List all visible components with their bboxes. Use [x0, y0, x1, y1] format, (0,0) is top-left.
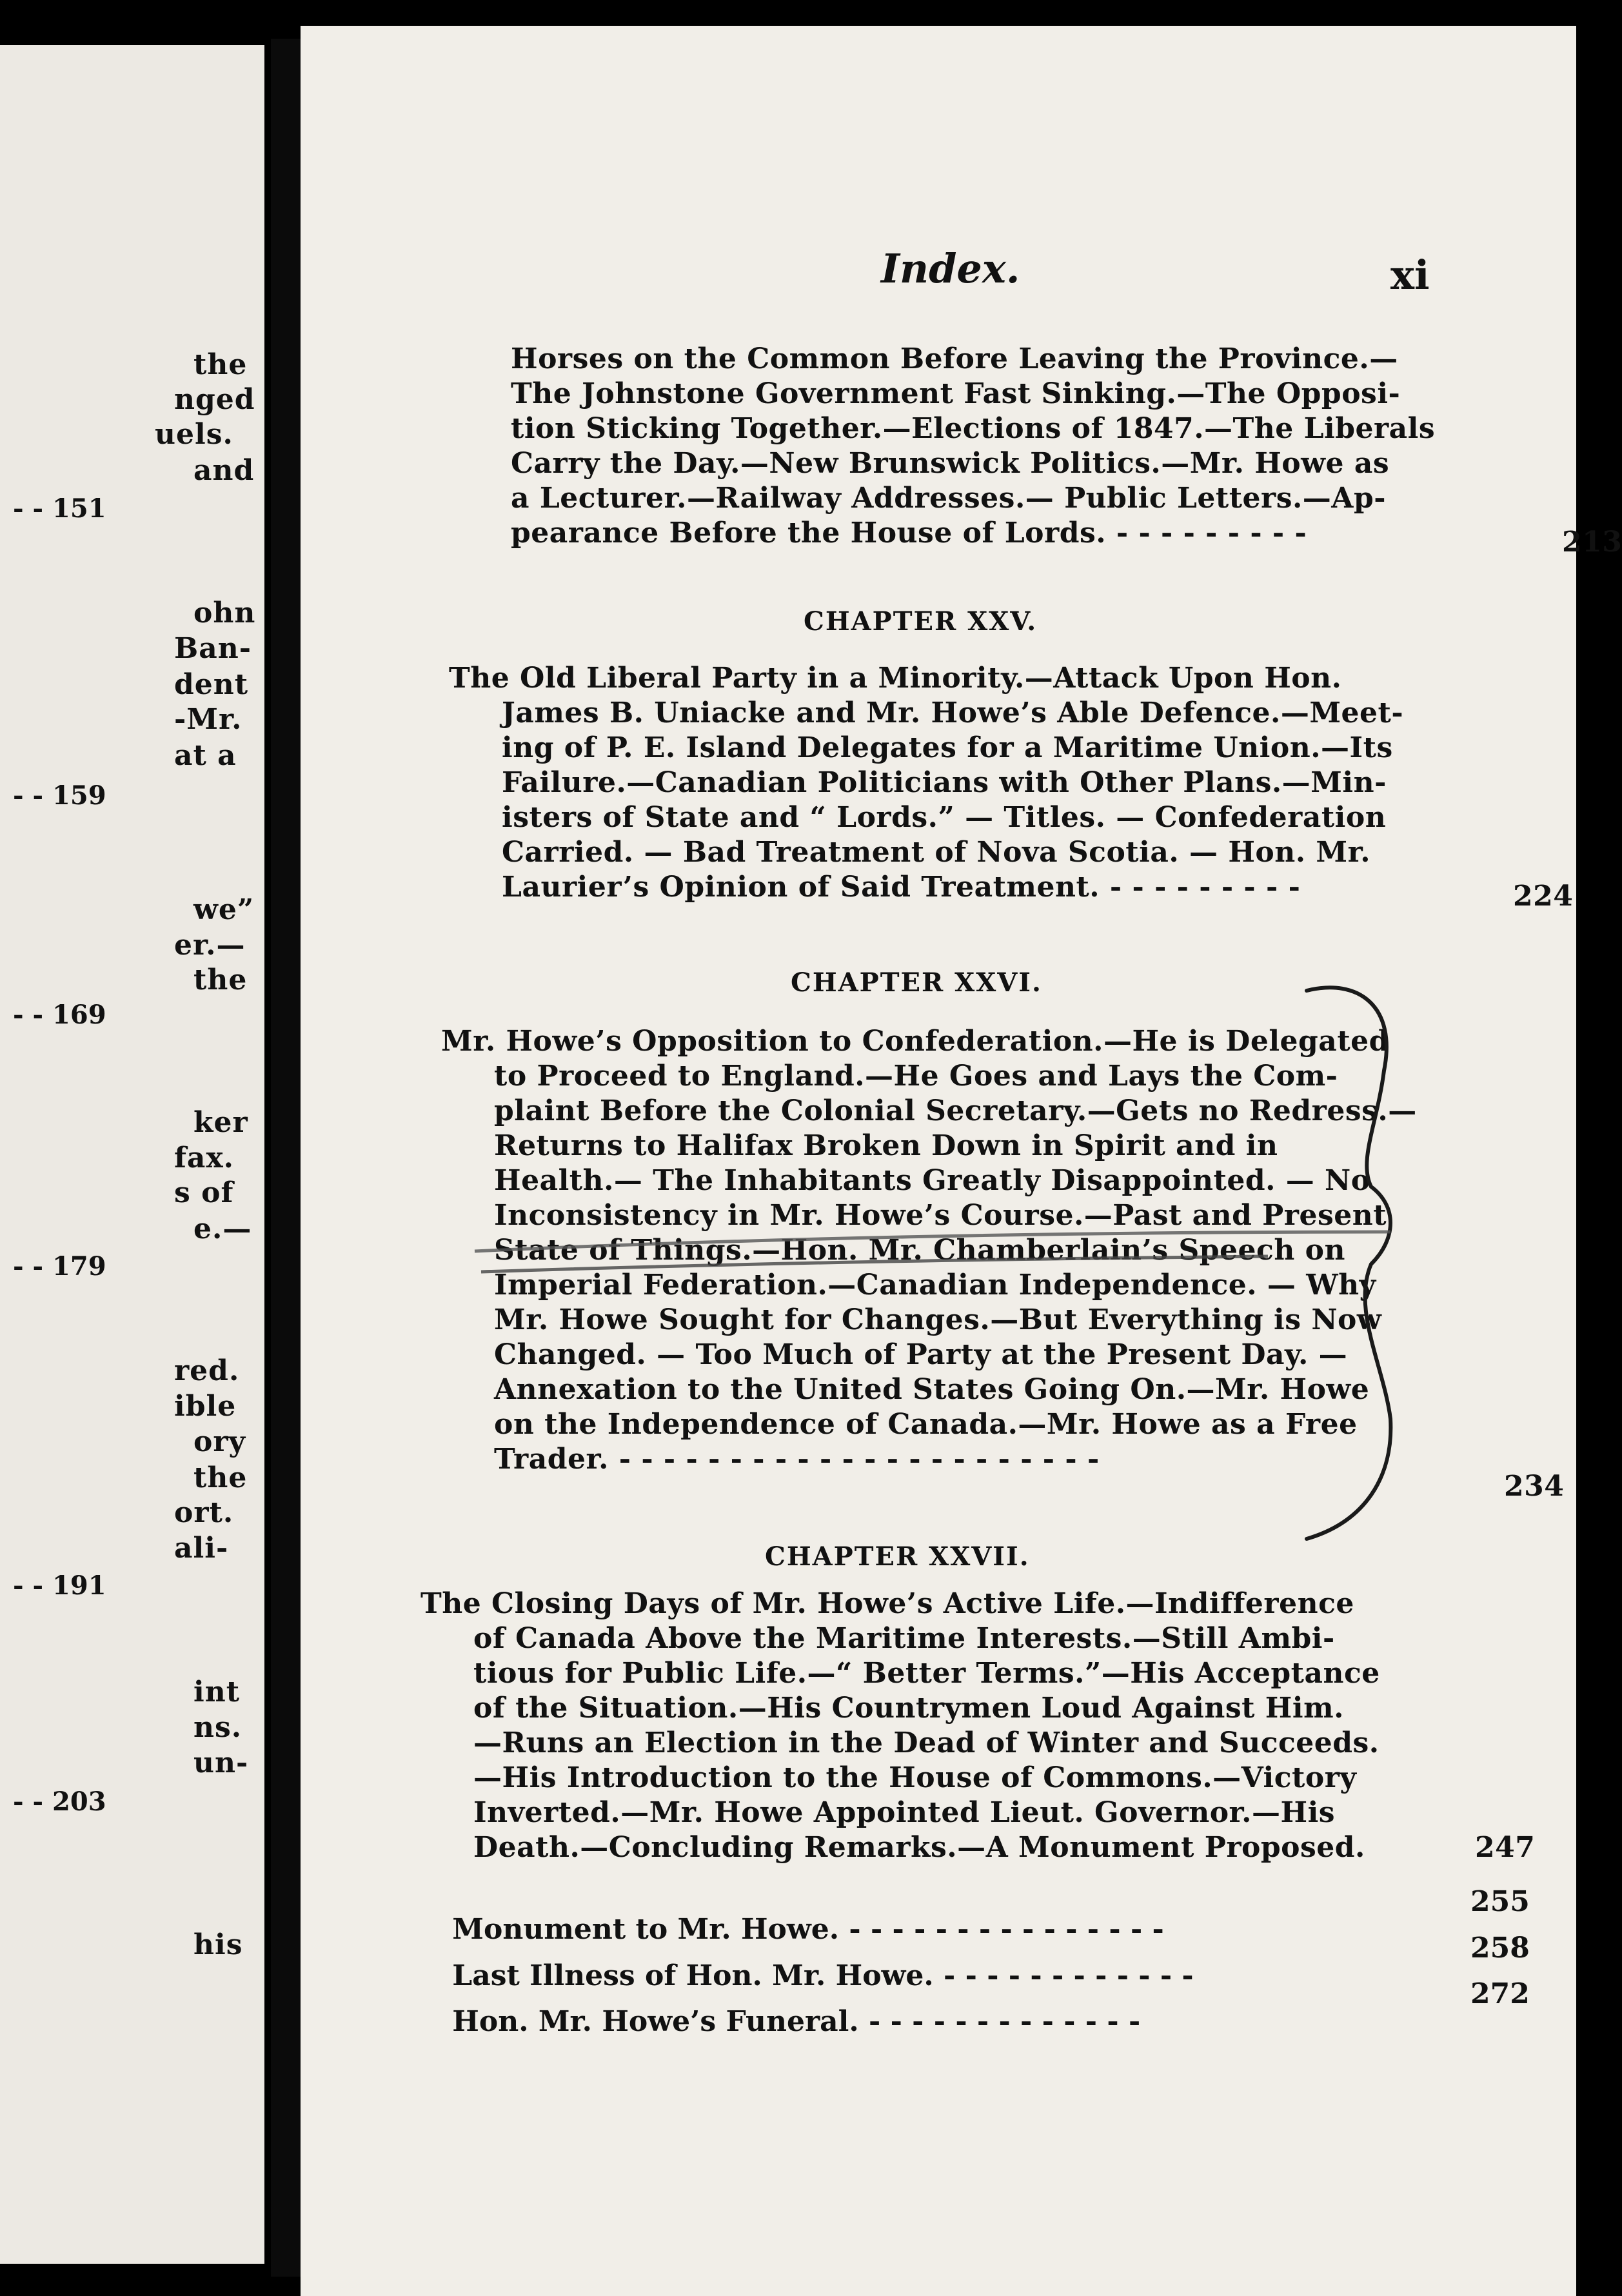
entry-line: Death.—Concluding Remarks.—A Monument Proposed. — [473, 1831, 1365, 1864]
entry-line: Mr. Howe Sought for Changes.—But Everything is Now — [494, 1303, 1382, 1336]
left-page-text-fragment: un- — [193, 1747, 249, 1779]
left-page-text-fragment: Ban- — [174, 632, 252, 665]
entry-line: a Lecturer.—Railway Addresses.— Public Letters.—Ap- — [511, 482, 1386, 515]
entry-line: Returns to Halifax Broken Down in Spirit and in — [494, 1129, 1278, 1162]
left-page-page-ref: - - 191 — [13, 1570, 106, 1601]
left-page-text-fragment: dent — [174, 668, 249, 701]
left-page-text-fragment: e.— — [193, 1212, 252, 1245]
left-page-text-fragment: red. — [174, 1354, 240, 1387]
entry-page-ref: 213 — [1562, 526, 1622, 559]
left-page-text-fragment: the — [193, 1461, 248, 1494]
entry-line: on the Independence of Canada.—Mr. Howe as a Free — [494, 1408, 1358, 1441]
chapter-heading: CHAPTER XXVII. — [765, 1541, 1030, 1572]
entry-line: tious for Public Life.—“ Better Terms.”—His Acceptance — [473, 1657, 1380, 1690]
appendix-entry-page: 255 — [1470, 1885, 1530, 1918]
entry-line: Annexation to the United States Going On.—Mr. Howe — [494, 1373, 1370, 1406]
left-page-text-fragment: ohn — [193, 597, 256, 629]
left-page-text-fragment: ory — [193, 1425, 246, 1458]
left-page-text-fragment: uels. — [155, 418, 233, 451]
entry-line: Changed. — Too Much of Party at the Present Day. — — [494, 1338, 1348, 1371]
index-page — [301, 26, 1622, 2296]
entry-line: —Runs an Election in the Dead of Winter and Succeeds. — [473, 1727, 1380, 1759]
entry-line: The Old Liberal Party in a Minority.—Attack Upon Hon. — [449, 662, 1342, 695]
page-number: xi — [1390, 252, 1430, 299]
left-page-text-fragment: int — [193, 1676, 241, 1708]
entry-line: Trader. - - - - - - - - - - - - - - - - - - - - - - — [494, 1443, 1100, 1476]
left-page-text-fragment: s of — [174, 1176, 234, 1209]
entry-line: plaint Before the Colonial Secretary.—Gets no Redress.— — [494, 1094, 1417, 1127]
entry-line: The Johnstone Government Fast Sinking.—The Opposi- — [511, 377, 1401, 410]
left-page-text-fragment: -Mr. — [174, 703, 242, 736]
entry-line: ing of P. E. Island Delegates for a Maritime Union.—Its — [502, 731, 1393, 764]
entry-line: to Proceed to England.—He Goes and Lays the Com- — [494, 1060, 1338, 1093]
left-page-text-fragment: ns. — [193, 1711, 242, 1744]
left-page-text-fragment: ort. — [174, 1496, 234, 1529]
left-page-text-fragment: ible — [174, 1390, 237, 1423]
left-page-text-fragment: we” — [193, 893, 255, 926]
entry-line: Horses on the Common Before Leaving the Province.— — [511, 342, 1398, 375]
appendix-entry-title: Hon. Mr. Howe’s Funeral. - - - - - - - - - - - - - — [452, 2005, 1141, 2038]
entry-line: Carry the Day.—New Brunswick Politics.—Mr. Howe as — [511, 447, 1390, 480]
entry-line: Inverted.—Mr. Howe Appointed Lieut. Governor.—His — [473, 1796, 1336, 1829]
entry-line: of Canada Above the Maritime Interests.—Still Ambi- — [473, 1622, 1335, 1655]
left-page-page-ref: - - 179 — [13, 1251, 106, 1282]
entry-line: The Closing Days of Mr. Howe’s Active Life.—Indifference — [420, 1587, 1354, 1620]
appendix-entry-title: Last Illness of Hon. Mr. Howe. - - - - - - - - - - - - — [452, 1959, 1194, 1992]
entry-page-ref: 234 — [1504, 1470, 1565, 1503]
entry-line: State of Things.—Hon. Mr. Chamberlain’s Speech on — [494, 1234, 1345, 1267]
entry-line: Health.— The Inhabitants Greatly Disappointed. — No — [494, 1164, 1370, 1197]
left-page-page-ref: - - 169 — [13, 1000, 106, 1030]
entry-line: Failure.—Canadian Politicians with Other Plans.—Min- — [502, 766, 1387, 799]
entry-line: James B. Uniacke and Mr. Howe’s Able Defence.—Meet- — [502, 697, 1404, 729]
entry-page-ref: 247 — [1475, 1831, 1536, 1864]
entry-line: pearance Before the House of Lords. - - - - - - - - - — [511, 517, 1307, 549]
entry-line: tion Sticking Together.—Elections of 1847.—The Liberals — [511, 412, 1436, 445]
left-page-text-fragment: the — [193, 964, 248, 996]
left-page-text-fragment: fax. — [174, 1142, 234, 1174]
entry-page-ref: 224 — [1513, 880, 1574, 913]
left-page-text-fragment: er.— — [174, 929, 246, 962]
previous-page-strip — [0, 45, 264, 2264]
left-page-page-ref: - - 203 — [13, 1786, 106, 1817]
entry-line: isters of State and “ Lords.” — Titles. — Confederation — [502, 801, 1387, 834]
running-title: Index. — [881, 245, 1020, 292]
appendix-entry-page: 272 — [1470, 1977, 1530, 2010]
appendix-entry-page: 258 — [1470, 1932, 1530, 1964]
left-page-page-ref: - - 151 — [13, 493, 106, 524]
left-page-text-fragment: the — [193, 348, 248, 381]
chapter-heading: CHAPTER XXV. — [804, 606, 1038, 637]
left-page-text-fragment: ali- — [174, 1532, 229, 1565]
left-page-text-fragment: at a — [174, 739, 237, 772]
entry-line: of the Situation.—His Countrymen Loud Against Him. — [473, 1692, 1344, 1725]
scan-border — [1225, 0, 1576, 26]
entry-line: —His Introduction to the House of Commons.—Victory — [473, 1761, 1357, 1794]
book-gutter — [271, 39, 301, 2277]
left-page-text-fragment: ker — [193, 1106, 248, 1139]
entry-line: Mr. Howe’s Opposition to Confederation.—He is Delegated — [441, 1025, 1389, 1058]
left-page-text-fragment: nged — [174, 383, 255, 416]
entry-line: Inconsistency in Mr. Howe’s Course.—Past and Present — [494, 1199, 1387, 1232]
entry-line: Laurier’s Opinion of Said Treatment. - - - - - - - - - — [502, 871, 1301, 904]
left-page-text-fragment: and — [193, 454, 255, 487]
left-page-text-fragment: his — [193, 1928, 243, 1961]
chapter-heading: CHAPTER XXVI. — [791, 967, 1042, 998]
appendix-entry-title: Monument to Mr. Howe. - - - - - - - - - - - - - - - — [452, 1913, 1164, 1946]
entry-line: Carried. — Bad Treatment of Nova Scotia. — Hon. Mr. — [502, 836, 1371, 869]
left-page-page-ref: - - 159 — [13, 780, 106, 811]
handwritten-bracket-mark — [301, 26, 1576, 2296]
entry-line: Imperial Federation.—Canadian Independence. — Why — [494, 1269, 1376, 1301]
